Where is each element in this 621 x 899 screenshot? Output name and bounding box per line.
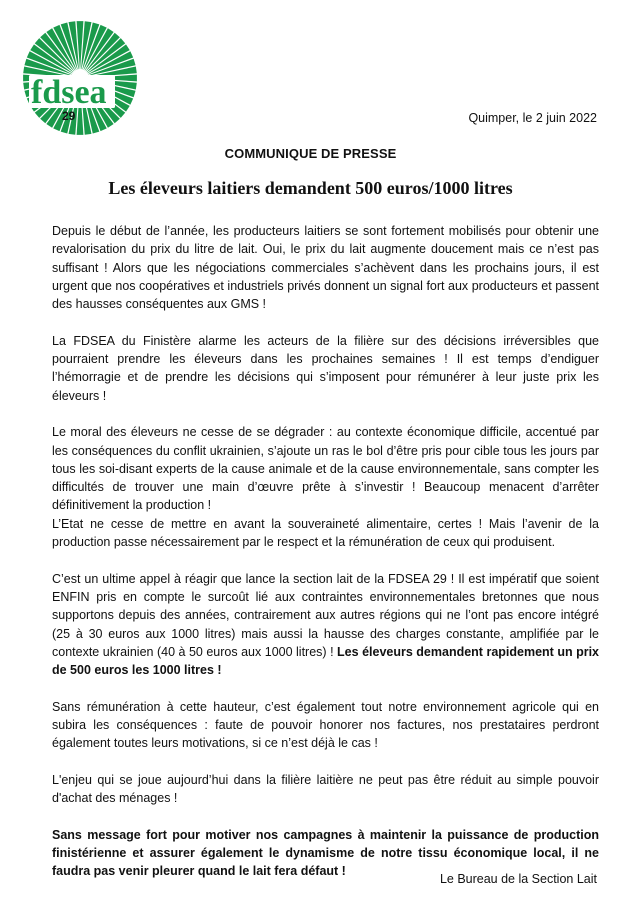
paragraph-5-text: C’est un ultime appel à réagir que lance la section lait de la FDSEA 29 ! Il est impératif que soient ENFIN pris en compte le surcoût lié aux contraintes environnementales bretonnes que nous supportons depuis des années, contrairement aux autres régions qui ne l’ont pas encore intégré (25 à 30 euros aux 1000 litres) mais aussi la hausse des charges constante, amplifiée par le contexte ukrainien (40 à 50 euros aux 1000 litres) ! <box>52 571 599 659</box>
release-body <box>52 222 599 899</box>
fdsea-logo <box>22 20 138 136</box>
signature: Le Bureau de la Section Lait <box>439 872 597 886</box>
logo-brand-text: fdsea <box>31 74 107 111</box>
press-release-label: COMMUNIQUE DE PRESSE <box>224 146 397 161</box>
paragraph-7: L'enjeu qui se joue aujourd’hui dans la filière laitière ne peut pas être réduit au simple pouvoir d'achat des ménages ! <box>52 772 599 806</box>
paragraph-5 <box>52 570 599 680</box>
fdsea-sunburst-logo-icon <box>22 20 138 136</box>
paragraph-6: Sans rémunération à cette hauteur, c’est également tout notre environnement agricole qui en subira les conséquences : faute de pouvoir honorer nos factures, nos prestataires perdront également toutes leurs motivations, si ce n’est déjà le cas ! <box>52 699 599 751</box>
paragraph-1: Depuis le début de l’année, les producteurs laitiers se sont fortement mobilisés pour obtenir une revalorisation du prix du litre de lait. Oui, le prix du lait augmente doucement mais ce n’est pas suffisant ! Alors que les négociations commerciales s’achèvent dans les prochains jours, il est urgent que nos coopératives et industriels privés donnent un signal fort aux producteurs et passent des hausses conséquentes aux GMS ! <box>52 224 599 312</box>
paragraph-4: L’Etat ne cesse de mettre en avant la souveraineté alimentaire, certes ! Mais l’avenir de la production passe nécessairement par le respect et la rémunération de ceux qui produisent. <box>52 516 599 550</box>
paragraph-8-conclusion: Sans message fort pour motiver nos campagnes à maintenir la puissance de production finistérienne et assurer également le dynamisme de notre tissu économique local, il ne faudra pas venir pleurer quand le lait fera défaut ! <box>52 827 599 879</box>
headline: Les éleveurs laitiers demandent 500 euros/1000 litres <box>108 178 513 198</box>
dateline: Quimper, le 2 juin 2022 <box>468 111 597 125</box>
logo-department-number: 29 <box>62 109 76 123</box>
paragraph-3: Le moral des éleveurs ne cesse de se dégrader : au contexte économique difficile, accentué par les conséquences du conflit ukrainien, s’ajoute un ras le bol d’être pris pour cible tous les jours par tous les soi-disant experts de la cause animale et de la cause environnementale, sans compter les difficultés de trouver une main d’œuvre prête à s’investir ! Beaucoup menacent d’arrêter définitivement la production ! <box>52 425 599 513</box>
paragraph-5-demand: Les éleveurs demandent rapidement un prix de 500 euros les 1000 litres ! <box>52 644 600 678</box>
paragraph-2: La FDSEA du Finistère alarme les acteurs de la filière sur des décisions irréversibles que pourraient prendre les éleveurs dans les prochaines semaines ! Il est temps d’endiguer l’hémorragie et de prendre les décisions qui s’imposent pour rémunérer à leur juste prix les éleveurs ! <box>52 333 599 403</box>
